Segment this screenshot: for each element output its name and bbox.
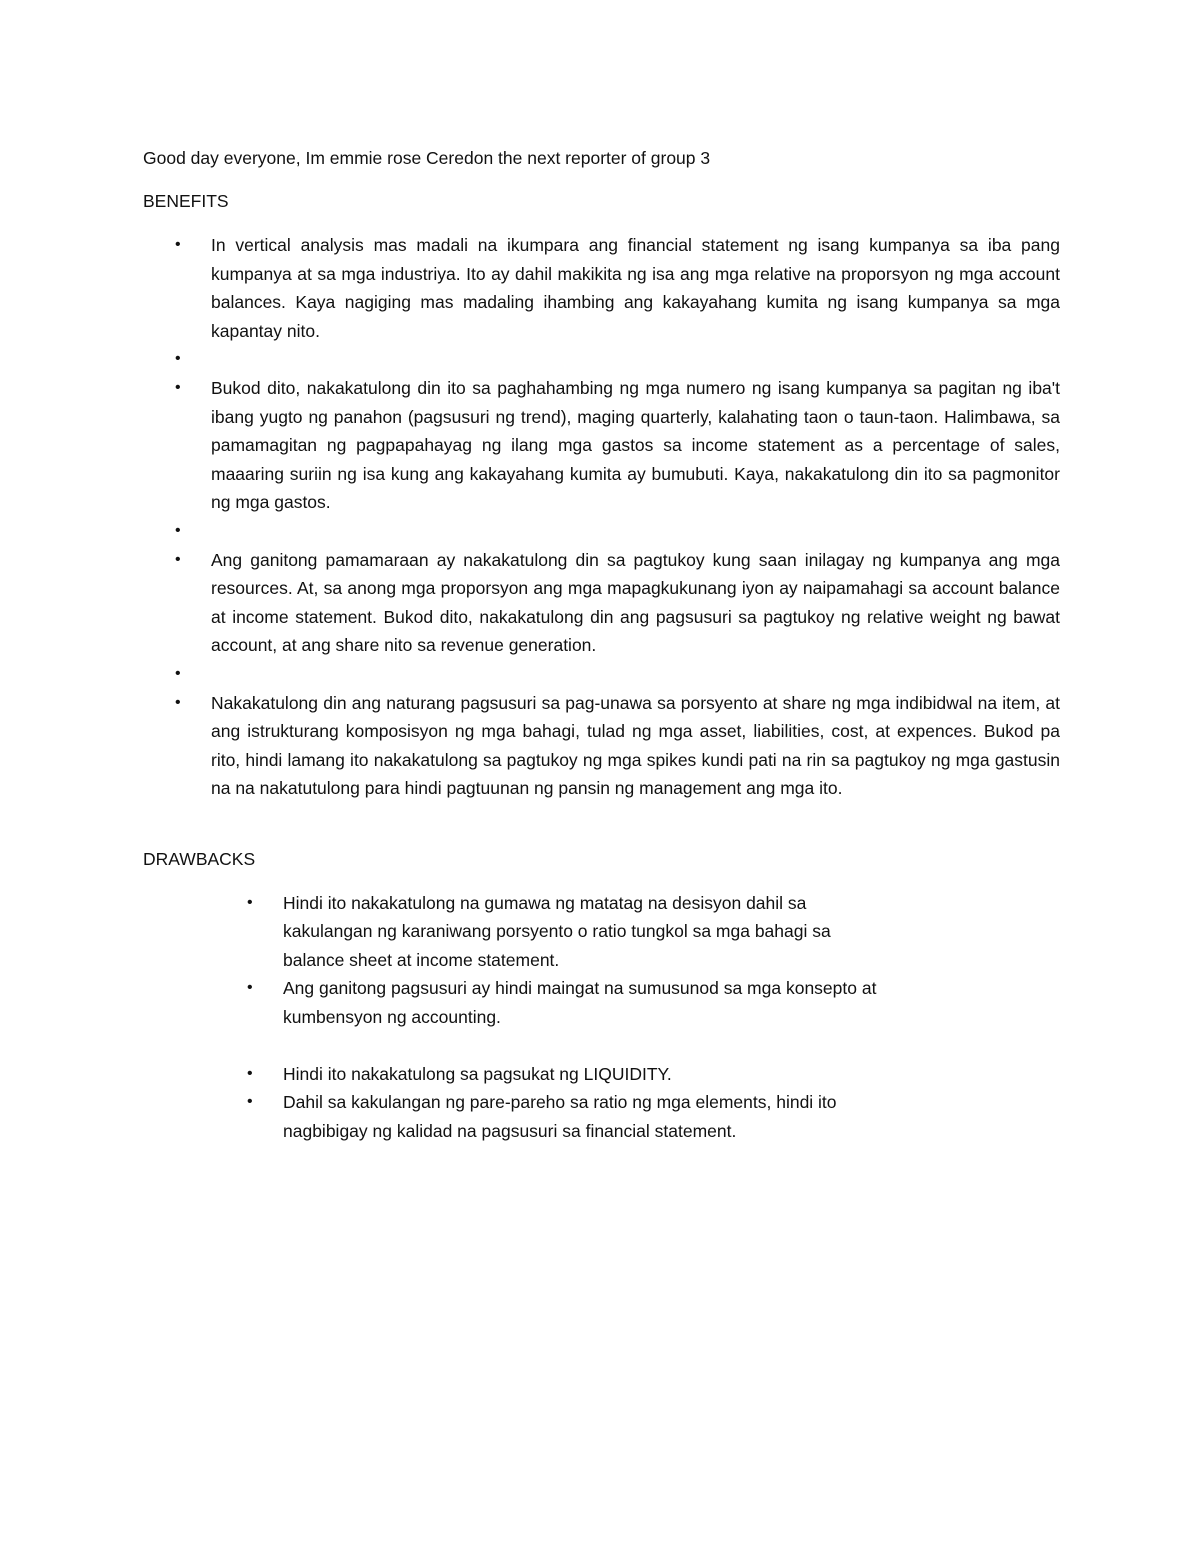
bullet-icon: • — [247, 979, 253, 997]
list-item — [143, 660, 1060, 689]
drawback-text: Hindi ito nakakatulong na gumawa ng matatag na desisyon dahil sa kakulangan ng karaniwang porsyento o ratio tungkol sa mga bahagi sa balance sheet at income statement. — [283, 892, 831, 970]
drawback-text: Hindi ito nakakatulong sa pagsukat ng LIQUIDITY. — [283, 1063, 672, 1084]
list-item — [143, 345, 1060, 374]
blank-spacer — [143, 1031, 1060, 1060]
list-item — [143, 689, 1060, 803]
bullet-icon: • — [247, 893, 253, 911]
list-item — [143, 546, 1060, 660]
drawback-text: Dahil sa kakulangan ng pare-pareho sa ratio ng mga elements, hindi ito nagbibigay ng kalidad na pagsusuri sa financial statement. — [283, 1092, 837, 1141]
list-item — [143, 374, 1060, 517]
bullet-icon: • — [247, 1093, 253, 1111]
list-item — [143, 517, 1060, 546]
drawbacks-list — [143, 889, 1060, 1146]
benefits-heading: BENEFITS — [143, 191, 229, 211]
drawback-text: Ang ganitong pagsusuri ay hindi maingat na sumusunod sa mga konsepto at kumbensyon ng accounting. — [283, 978, 877, 1027]
bullet-icon: • — [247, 1064, 253, 1082]
list-item — [143, 889, 1060, 975]
bullet-icon: • — [175, 693, 181, 711]
bullet-icon: • — [175, 521, 181, 539]
benefits-list — [143, 231, 1060, 803]
benefit-text: Ang ganitong pamamaraan ay nakakatulong din sa pagtukoy kung saan inilagay ng kumpanya ang mga resources. At, sa anong mga proporsyon ang mga mapagkukunang iyon ay naipamahagi sa account balance at income statement. Bukod dito, nakakatulong din ang pagsusuri sa pagtukoy ng relative weight ng bawat account, at ang share nito sa revenue generation. — [211, 549, 1060, 656]
bullet-icon: • — [175, 664, 181, 682]
bullet-icon: • — [175, 378, 181, 396]
list-item — [143, 1088, 1060, 1145]
intro-line: Good day everyone, Im emmie rose Ceredon the next reporter of group 3 — [143, 148, 711, 168]
benefit-text: Bukod dito, nakakatulong din ito sa paghahambing ng mga numero ng isang kumpanya sa pagitan ng iba't ibang yugto ng panahon (pagsusuri ng trend), maging quarterly, kalahating taon o taun-taon. Halimbawa, sa pamamagitan ng pagpapahayag ng ilang mga gastos sa income statement as a percentage of sales, maaaring suriin ng isa kung ang kakayahang kumita ay bumubuti. Kaya, nakakatulong din ito sa pagmonitor ng mga gastos. — [211, 377, 1060, 513]
list-item — [143, 1060, 1060, 1089]
bullet-icon: • — [175, 236, 181, 253]
drawbacks-heading: DRAWBACKS — [143, 848, 256, 869]
list-item — [143, 974, 1060, 1031]
benefit-text: In vertical analysis mas madali na ikumpara ang financial statement ng isang kumpanya sa iba pang kumpanya at sa mga industriya. Ito ay dahil makikita ng isa ang mga relative na proporsyon ng mga account balances. Kaya nagiging mas madaling ihambing ang kakayahang kumita ng isang kumpanya sa mga kapantay nito. — [211, 235, 1060, 341]
bullet-icon: • — [175, 350, 181, 368]
list-item — [143, 231, 1060, 345]
bullet-icon: • — [175, 550, 181, 568]
benefit-text: Nakakatulong din ang naturang pagsusuri sa pag-unawa sa porsyento at share ng mga indibidwal na item, at ang istrukturang komposisyon ng mga bahagi, tulad ng mga asset, liabilities, cost, at expences. Bukod pa rito, hindi lamang ito nakakatulong sa pagtukoy ng mga spikes kundi pati na rin sa pagtukoy ng mga gastusin na na nakatutulong para hindi pagtuunan ng pansin ng management ang mga ito. — [211, 692, 1060, 799]
